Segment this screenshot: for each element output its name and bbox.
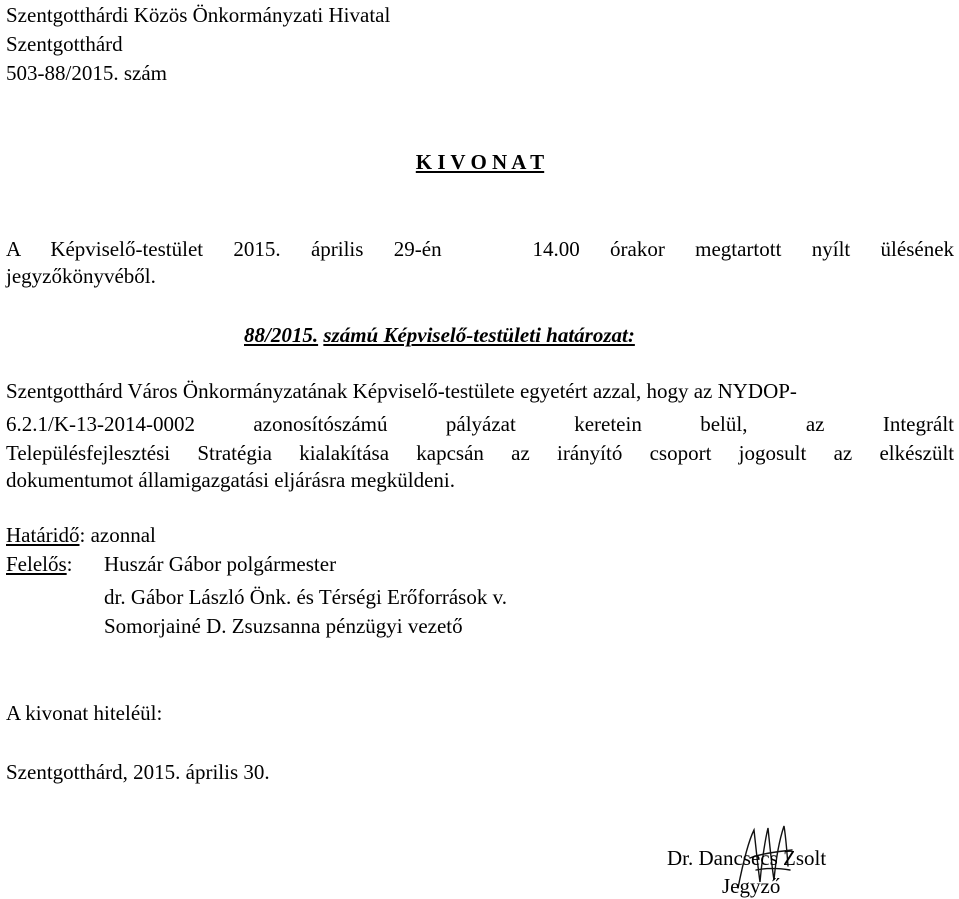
body-word: 6.2.1/K-13-2014-0002 <box>6 412 195 436</box>
intro-word: A <box>6 237 21 261</box>
deadline-line <box>6 523 156 547</box>
intro-word: Képviselő-testület <box>50 237 204 261</box>
intro-line-2: jegyzőkönyvéből. <box>6 264 156 288</box>
body-word: azonosítószámú <box>253 412 388 436</box>
intro-word: órakor <box>610 237 665 261</box>
body-word: az <box>511 441 530 465</box>
intro-line-1 <box>6 237 954 261</box>
body-line-1: Szentgotthárd Város Önkormányzatának Képviselő-testülete egyetért azzal, hogy az NYDOP- <box>6 379 797 403</box>
certification: A kivonat hiteléül: <box>6 701 163 725</box>
body-line-4: dokumentumot államigazgatási eljárásra megküldeni. <box>6 468 456 492</box>
body-word: Stratégia <box>197 441 272 465</box>
intro-word: április <box>310 237 364 261</box>
document-number: 503-88/2015. szám <box>6 61 167 85</box>
body-word: Településfejlesztési <box>6 441 171 465</box>
intro-word: megtartott <box>695 237 782 261</box>
place-date: Szentgotthárd, 2015. április 30. <box>6 760 270 784</box>
body-word: jogosult <box>738 441 807 465</box>
responsible-person-3: Somorjainé D. Zsuzsanna pénzügyi vezető <box>104 614 463 638</box>
body-word: az <box>805 412 825 436</box>
body-line-2 <box>6 412 954 436</box>
body-word: belül, <box>700 412 748 436</box>
city-name: Szentgotthárd <box>6 32 123 56</box>
intro-word: 2015. <box>233 237 281 261</box>
responsible-person-2: dr. Gábor László Önk. és Térségi Erőforrások v. <box>104 585 507 609</box>
intro-word: 14.00 <box>532 237 580 261</box>
resolution-heading <box>244 323 635 347</box>
body-word: kialakítása <box>299 441 390 465</box>
signatory-role: Jegyző <box>722 874 781 898</box>
responsible-line <box>6 552 73 576</box>
intro-word: nyílt <box>811 237 851 261</box>
intro-word: 29-én <box>393 237 442 261</box>
responsible-label: Felelős <box>6 552 67 576</box>
document-title: K I V O N A T <box>415 150 545 174</box>
office-name: Szentgotthárdi Közös Önkormányzati Hivatal <box>6 3 391 27</box>
body-word: keretein <box>574 412 642 436</box>
body-word: irányító <box>557 441 623 465</box>
intro-word: ülésének <box>880 237 955 261</box>
body-word: elkészült <box>879 441 955 465</box>
deadline-label: Határidő <box>6 523 80 547</box>
signatory-name: Dr. Dancsecs Zsolt <box>667 846 827 870</box>
body-word: csoport <box>649 441 712 465</box>
deadline-value: : azonnal <box>79 523 156 547</box>
body-word: pályázat <box>445 412 516 436</box>
responsible-colon: : <box>66 552 73 576</box>
responsible-person-1: Huszár Gábor polgármester <box>104 552 337 576</box>
resolution-title: számú Képviselő-testületi határozat: <box>323 323 635 347</box>
body-word: az <box>833 441 853 465</box>
body-word: kapcsán <box>416 441 484 465</box>
body-word: Integrált <box>882 412 954 436</box>
body-line-3 <box>6 441 954 465</box>
resolution-number: 88/2015. <box>244 323 319 347</box>
